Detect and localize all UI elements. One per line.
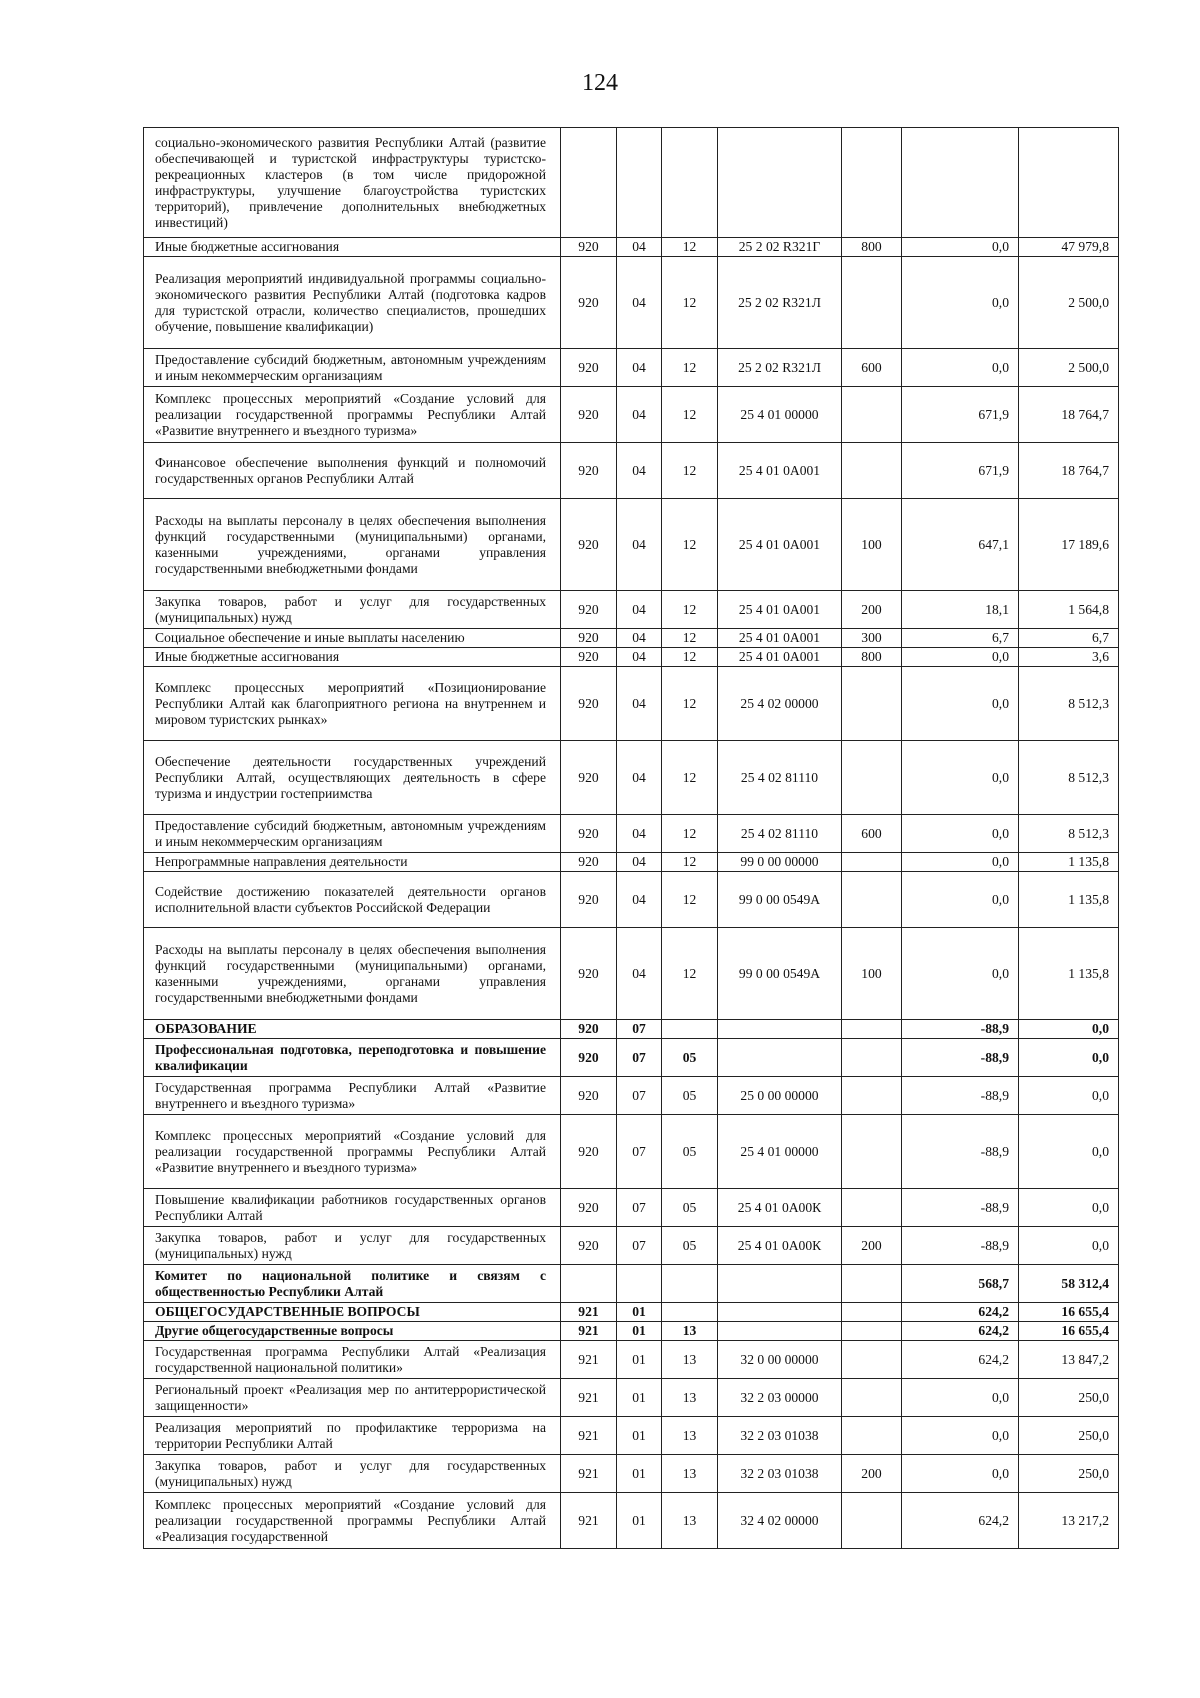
cell-amount-change: -88,9 — [902, 1020, 1019, 1039]
cell-grbs: 920 — [561, 1115, 617, 1189]
cell-target-article: 25 4 01 0А001 — [718, 499, 842, 591]
cell-amount-total: 0,0 — [1019, 1039, 1119, 1077]
cell-grbs: 920 — [561, 499, 617, 591]
cell-target-article: 32 2 03 01038 — [718, 1455, 842, 1493]
cell-section: 04 — [617, 667, 662, 741]
cell-target-article: 25 4 01 00000 — [718, 387, 842, 443]
cell-amount-total: 13 847,2 — [1019, 1341, 1119, 1379]
cell-subsection: 12 — [662, 499, 718, 591]
cell-subsection: 12 — [662, 257, 718, 349]
cell-name: социально-экономического развития Республики Алтай (развитие обеспечивающей и туристской инфраструктуры туристско-рекреационных кластеров (в том числе придорожной инфраструктуры, улучшение благоустройства туристских территорий), привлечение дополнительных внебюджетных инвестиций) — [144, 128, 561, 238]
table-row — [144, 629, 1119, 648]
cell-subsection: 12 — [662, 349, 718, 387]
cell-grbs: 920 — [561, 591, 617, 629]
table-row — [144, 499, 1119, 591]
cell-subsection: 05 — [662, 1077, 718, 1115]
cell-expense-type: 800 — [842, 648, 902, 667]
cell-amount-change: 624,2 — [902, 1341, 1019, 1379]
cell-section: 01 — [617, 1379, 662, 1417]
cell-subsection: 12 — [662, 238, 718, 257]
cell-expense-type — [842, 387, 902, 443]
cell-amount-total: 1 135,8 — [1019, 853, 1119, 872]
cell-expense-type — [842, 1341, 902, 1379]
cell-expense-type: 300 — [842, 629, 902, 648]
cell-name: Государственная программа Республики Алтай «Реализация государственной национальной политики» — [144, 1341, 561, 1379]
cell-expense-type — [842, 128, 902, 238]
cell-subsection: 12 — [662, 387, 718, 443]
cell-grbs: 920 — [561, 629, 617, 648]
cell-expense-type — [842, 1322, 902, 1341]
cell-expense-type — [842, 872, 902, 928]
cell-amount-total: 17 189,6 — [1019, 499, 1119, 591]
cell-target-article — [718, 128, 842, 238]
cell-name: Обеспечение деятельности государственных учреждений Республики Алтай, осуществляющих деятельность в сфере туризма и индустрии гостеприимства — [144, 741, 561, 815]
cell-target-article — [718, 1265, 842, 1303]
cell-expense-type — [842, 1493, 902, 1549]
cell-name: Закупка товаров, работ и услуг для государственных (муниципальных) нужд — [144, 1227, 561, 1265]
cell-section: 04 — [617, 928, 662, 1020]
cell-amount-change: 0,0 — [902, 872, 1019, 928]
cell-grbs: 920 — [561, 349, 617, 387]
cell-amount-change: 6,7 — [902, 629, 1019, 648]
cell-grbs: 920 — [561, 257, 617, 349]
cell-amount-total: 6,7 — [1019, 629, 1119, 648]
cell-expense-type — [842, 1303, 902, 1322]
table-row — [144, 443, 1119, 499]
cell-target-article: 25 4 01 0А001 — [718, 591, 842, 629]
cell-target-article: 25 4 01 0А001 — [718, 648, 842, 667]
cell-section: 04 — [617, 238, 662, 257]
cell-grbs: 920 — [561, 1020, 617, 1039]
cell-amount-change: -88,9 — [902, 1077, 1019, 1115]
cell-section: 07 — [617, 1115, 662, 1189]
cell-expense-type: 100 — [842, 499, 902, 591]
cell-name: Повышение квалификации работников государственных органов Республики Алтай — [144, 1189, 561, 1227]
page-number: 124 — [582, 70, 618, 96]
table-row — [144, 1039, 1119, 1077]
table-body — [144, 128, 1119, 1549]
cell-grbs: 920 — [561, 1039, 617, 1077]
table-row — [144, 1020, 1119, 1039]
cell-expense-type — [842, 1020, 902, 1039]
cell-grbs: 920 — [561, 1227, 617, 1265]
cell-grbs: 920 — [561, 648, 617, 667]
cell-section: 07 — [617, 1077, 662, 1115]
cell-subsection — [662, 1265, 718, 1303]
cell-amount-change: 671,9 — [902, 387, 1019, 443]
table-row — [144, 1417, 1119, 1455]
cell-amount-total: 250,0 — [1019, 1417, 1119, 1455]
cell-name: Содействие достижению показателей деятельности органов исполнительной власти субъектов Российской Федерации — [144, 872, 561, 928]
cell-target-article — [718, 1303, 842, 1322]
cell-expense-type — [842, 1189, 902, 1227]
cell-subsection: 05 — [662, 1115, 718, 1189]
cell-grbs: 920 — [561, 667, 617, 741]
table-row — [144, 667, 1119, 741]
cell-section: 01 — [617, 1303, 662, 1322]
cell-section: 01 — [617, 1455, 662, 1493]
table-row — [144, 1322, 1119, 1341]
cell-amount-change: 0,0 — [902, 667, 1019, 741]
cell-amount-change: 671,9 — [902, 443, 1019, 499]
cell-name: Региональный проект «Реализация мер по антитеррористической защищенности» — [144, 1379, 561, 1417]
cell-target-article: 32 4 02 00000 — [718, 1493, 842, 1549]
cell-section: 01 — [617, 1493, 662, 1549]
table-row — [144, 1341, 1119, 1379]
cell-name: Закупка товаров, работ и услуг для государственных (муниципальных) нужд — [144, 1455, 561, 1493]
cell-amount-change: 624,2 — [902, 1303, 1019, 1322]
table-row — [144, 128, 1119, 238]
cell-amount-change: -88,9 — [902, 1039, 1019, 1077]
cell-target-article: 25 4 01 0А001 — [718, 443, 842, 499]
cell-name: Профессиональная подготовка, переподготовка и повышение квалификации — [144, 1039, 561, 1077]
cell-amount-total: 47 979,8 — [1019, 238, 1119, 257]
cell-amount-change: 647,1 — [902, 499, 1019, 591]
cell-subsection — [662, 1020, 718, 1039]
cell-subsection: 12 — [662, 741, 718, 815]
cell-amount-total: 0,0 — [1019, 1020, 1119, 1039]
cell-target-article — [718, 1322, 842, 1341]
cell-target-article: 25 4 02 81110 — [718, 741, 842, 815]
cell-section: 07 — [617, 1020, 662, 1039]
cell-subsection: 05 — [662, 1227, 718, 1265]
cell-target-article: 25 4 02 00000 — [718, 667, 842, 741]
cell-target-article — [718, 1039, 842, 1077]
cell-grbs — [561, 1265, 617, 1303]
cell-target-article: 32 2 03 00000 — [718, 1379, 842, 1417]
cell-expense-type — [842, 741, 902, 815]
cell-amount-change: 0,0 — [902, 349, 1019, 387]
cell-section: 07 — [617, 1227, 662, 1265]
cell-expense-type: 800 — [842, 238, 902, 257]
table-row — [144, 1077, 1119, 1115]
cell-name: Закупка товаров, работ и услуг для государственных (муниципальных) нужд — [144, 591, 561, 629]
cell-amount-total: 8 512,3 — [1019, 667, 1119, 741]
cell-amount-change: 0,0 — [902, 238, 1019, 257]
table-row — [144, 1227, 1119, 1265]
cell-target-article: 25 2 02 R321Г — [718, 238, 842, 257]
cell-expense-type: 100 — [842, 928, 902, 1020]
cell-amount-total: 3,6 — [1019, 648, 1119, 667]
cell-section: 07 — [617, 1189, 662, 1227]
cell-amount-total: 2 500,0 — [1019, 257, 1119, 349]
cell-name: Комплекс процессных мероприятий «Позиционирование Республики Алтай как благоприятного региона на внутреннем и мировом туристских рынках» — [144, 667, 561, 741]
cell-amount-total: 0,0 — [1019, 1115, 1119, 1189]
cell-expense-type — [842, 667, 902, 741]
cell-target-article: 32 2 03 01038 — [718, 1417, 842, 1455]
cell-amount-change: 0,0 — [902, 928, 1019, 1020]
cell-subsection: 13 — [662, 1379, 718, 1417]
cell-subsection: 13 — [662, 1341, 718, 1379]
cell-target-article: 99 0 00 0549А — [718, 928, 842, 1020]
table-row — [144, 387, 1119, 443]
cell-amount-total: 13 217,2 — [1019, 1493, 1119, 1549]
budget-table — [143, 127, 1119, 1549]
cell-amount-change: 624,2 — [902, 1322, 1019, 1341]
cell-section: 04 — [617, 499, 662, 591]
cell-amount-change: -88,9 — [902, 1227, 1019, 1265]
cell-target-article: 25 4 01 0А00К — [718, 1227, 842, 1265]
cell-expense-type — [842, 1115, 902, 1189]
cell-section: 04 — [617, 349, 662, 387]
cell-amount-total: 16 655,4 — [1019, 1303, 1119, 1322]
cell-section: 01 — [617, 1322, 662, 1341]
cell-name: Финансовое обеспечение выполнения функций и полномочий государственных органов Республики Алтай — [144, 443, 561, 499]
cell-target-article — [718, 1020, 842, 1039]
cell-expense-type: 200 — [842, 1227, 902, 1265]
cell-amount-total: 58 312,4 — [1019, 1265, 1119, 1303]
cell-expense-type: 600 — [842, 349, 902, 387]
cell-section: 01 — [617, 1341, 662, 1379]
cell-section: 01 — [617, 1417, 662, 1455]
cell-subsection: 12 — [662, 853, 718, 872]
cell-section: 04 — [617, 387, 662, 443]
cell-subsection: 13 — [662, 1493, 718, 1549]
cell-amount-change: 0,0 — [902, 1455, 1019, 1493]
cell-target-article: 25 4 01 0А001 — [718, 629, 842, 648]
cell-name: Социальное обеспечение и иные выплаты населению — [144, 629, 561, 648]
cell-target-article: 25 0 00 00000 — [718, 1077, 842, 1115]
table-row — [144, 1115, 1119, 1189]
cell-subsection: 12 — [662, 667, 718, 741]
cell-subsection: 05 — [662, 1039, 718, 1077]
cell-name: ОБЩЕГОСУДАРСТВЕННЫЕ ВОПРОСЫ — [144, 1303, 561, 1322]
cell-subsection: 12 — [662, 591, 718, 629]
table-row — [144, 1303, 1119, 1322]
cell-amount-change: 0,0 — [902, 1417, 1019, 1455]
table-row — [144, 257, 1119, 349]
cell-amount-change: 18,1 — [902, 591, 1019, 629]
cell-name: Расходы на выплаты персоналу в целях обеспечения выполнения функций государственными (муниципальными) органами, казенными учреждениями, органами управления государственными внебюджетными фондами — [144, 928, 561, 1020]
cell-amount-change: 0,0 — [902, 648, 1019, 667]
cell-subsection — [662, 128, 718, 238]
table-row — [144, 238, 1119, 257]
cell-grbs: 920 — [561, 238, 617, 257]
cell-target-article: 32 0 00 00000 — [718, 1341, 842, 1379]
table-row — [144, 928, 1119, 1020]
cell-subsection: 12 — [662, 443, 718, 499]
cell-amount-total: 1 564,8 — [1019, 591, 1119, 629]
cell-expense-type — [842, 853, 902, 872]
cell-grbs: 921 — [561, 1417, 617, 1455]
cell-amount-total: 8 512,3 — [1019, 815, 1119, 853]
cell-name: ОБРАЗОВАНИЕ — [144, 1020, 561, 1039]
cell-amount-change: 0,0 — [902, 257, 1019, 349]
cell-amount-change: 0,0 — [902, 741, 1019, 815]
cell-section: 04 — [617, 648, 662, 667]
cell-amount-total: 8 512,3 — [1019, 741, 1119, 815]
cell-section: 04 — [617, 443, 662, 499]
cell-grbs: 920 — [561, 853, 617, 872]
cell-section: 07 — [617, 1039, 662, 1077]
table-row — [144, 591, 1119, 629]
cell-grbs: 920 — [561, 387, 617, 443]
cell-amount-total: 18 764,7 — [1019, 387, 1119, 443]
cell-grbs: 921 — [561, 1322, 617, 1341]
cell-grbs: 921 — [561, 1379, 617, 1417]
cell-section: 04 — [617, 257, 662, 349]
cell-name: Комитет по национальной политике и связям с общественностью Республики Алтай — [144, 1265, 561, 1303]
cell-grbs: 920 — [561, 443, 617, 499]
cell-subsection: 12 — [662, 872, 718, 928]
cell-amount-total: 1 135,8 — [1019, 928, 1119, 1020]
table-row — [144, 1189, 1119, 1227]
cell-subsection — [662, 1303, 718, 1322]
cell-name: Реализация мероприятий индивидуальной программы социально-экономического развития Республики Алтай (подготовка кадров для туристской отрасли, количество специалистов, прошедших обучение, повышение квалификации) — [144, 257, 561, 349]
cell-target-article: 99 0 00 00000 — [718, 853, 842, 872]
cell-grbs: 920 — [561, 1077, 617, 1115]
cell-subsection: 12 — [662, 815, 718, 853]
cell-section: 04 — [617, 741, 662, 815]
cell-name: Предоставление субсидий бюджетным, автономным учреждениям и иным некоммерческим организациям — [144, 349, 561, 387]
cell-expense-type — [842, 1039, 902, 1077]
cell-name: Предоставление субсидий бюджетным, автономным учреждениям и иным некоммерческим организациям — [144, 815, 561, 853]
table-row — [144, 648, 1119, 667]
table-row — [144, 815, 1119, 853]
cell-name: Реализация мероприятий по профилактике терроризма на территории Республики Алтай — [144, 1417, 561, 1455]
cell-name: Комплекс процессных мероприятий «Создание условий для реализации государственной программы Республики Алтай «Реализация государственной — [144, 1493, 561, 1549]
cell-subsection: 12 — [662, 928, 718, 1020]
cell-target-article: 25 4 02 81110 — [718, 815, 842, 853]
cell-target-article: 25 4 01 0А00К — [718, 1189, 842, 1227]
cell-amount-total: 0,0 — [1019, 1227, 1119, 1265]
cell-name: Расходы на выплаты персоналу в целях обеспечения выполнения функций государственными (муниципальными) органами, казенными учреждениями, органами управления государственными внебюджетными фондами — [144, 499, 561, 591]
cell-amount-change: 0,0 — [902, 815, 1019, 853]
cell-amount-total: 250,0 — [1019, 1455, 1119, 1493]
cell-subsection: 13 — [662, 1417, 718, 1455]
cell-grbs: 921 — [561, 1341, 617, 1379]
cell-name: Другие общегосударственные вопросы — [144, 1322, 561, 1341]
cell-target-article: 25 2 02 R321Л — [718, 257, 842, 349]
cell-expense-type — [842, 1417, 902, 1455]
cell-amount-total: 2 500,0 — [1019, 349, 1119, 387]
cell-subsection: 05 — [662, 1189, 718, 1227]
cell-amount-change: 0,0 — [902, 853, 1019, 872]
cell-amount-total: 16 655,4 — [1019, 1322, 1119, 1341]
table-row — [144, 1265, 1119, 1303]
cell-section — [617, 1265, 662, 1303]
cell-grbs: 921 — [561, 1455, 617, 1493]
cell-grbs: 920 — [561, 872, 617, 928]
cell-expense-type: 600 — [842, 815, 902, 853]
cell-target-article: 25 4 01 00000 — [718, 1115, 842, 1189]
cell-amount-total: 1 135,8 — [1019, 872, 1119, 928]
cell-subsection: 12 — [662, 648, 718, 667]
cell-name: Комплекс процессных мероприятий «Создание условий для реализации государственной программы Республики Алтай «Развитие внутреннего и въездного туризма» — [144, 1115, 561, 1189]
cell-grbs: 920 — [561, 928, 617, 1020]
cell-amount-total — [1019, 128, 1119, 238]
cell-grbs: 920 — [561, 1189, 617, 1227]
cell-amount-total: 0,0 — [1019, 1189, 1119, 1227]
cell-expense-type — [842, 1077, 902, 1115]
cell-amount-change — [902, 128, 1019, 238]
cell-amount-change: 624,2 — [902, 1493, 1019, 1549]
table-row — [144, 349, 1119, 387]
cell-expense-type: 200 — [842, 1455, 902, 1493]
table-row — [144, 1455, 1119, 1493]
cell-amount-total: 0,0 — [1019, 1077, 1119, 1115]
cell-section: 04 — [617, 815, 662, 853]
cell-amount-change: -88,9 — [902, 1189, 1019, 1227]
cell-grbs: 920 — [561, 741, 617, 815]
cell-grbs — [561, 128, 617, 238]
cell-expense-type — [842, 1265, 902, 1303]
cell-amount-total: 250,0 — [1019, 1379, 1119, 1417]
cell-name: Непрограммные направления деятельности — [144, 853, 561, 872]
table-row — [144, 1379, 1119, 1417]
cell-expense-type — [842, 1379, 902, 1417]
cell-section: 04 — [617, 629, 662, 648]
cell-section: 04 — [617, 872, 662, 928]
cell-amount-total: 18 764,7 — [1019, 443, 1119, 499]
table-row — [144, 853, 1119, 872]
table-row — [144, 872, 1119, 928]
cell-target-article: 99 0 00 0549А — [718, 872, 842, 928]
cell-grbs: 920 — [561, 815, 617, 853]
cell-grbs: 921 — [561, 1303, 617, 1322]
table-row — [144, 741, 1119, 815]
cell-section — [617, 128, 662, 238]
table-row — [144, 1493, 1119, 1549]
cell-subsection: 12 — [662, 629, 718, 648]
cell-expense-type — [842, 443, 902, 499]
cell-name: Государственная программа Республики Алтай «Развитие внутреннего и въездного туризма» — [144, 1077, 561, 1115]
cell-expense-type: 200 — [842, 591, 902, 629]
cell-section: 04 — [617, 591, 662, 629]
cell-name: Иные бюджетные ассигнования — [144, 238, 561, 257]
cell-grbs: 921 — [561, 1493, 617, 1549]
cell-name: Комплекс процессных мероприятий «Создание условий для реализации государственной программы Республики Алтай «Развитие внутреннего и въездного туризма» — [144, 387, 561, 443]
cell-amount-change: 0,0 — [902, 1379, 1019, 1417]
cell-section: 04 — [617, 853, 662, 872]
cell-subsection: 13 — [662, 1455, 718, 1493]
cell-amount-change: -88,9 — [902, 1115, 1019, 1189]
cell-target-article: 25 2 02 R321Л — [718, 349, 842, 387]
cell-expense-type — [842, 257, 902, 349]
cell-subsection: 13 — [662, 1322, 718, 1341]
cell-name: Иные бюджетные ассигнования — [144, 648, 561, 667]
cell-amount-change: 568,7 — [902, 1265, 1019, 1303]
